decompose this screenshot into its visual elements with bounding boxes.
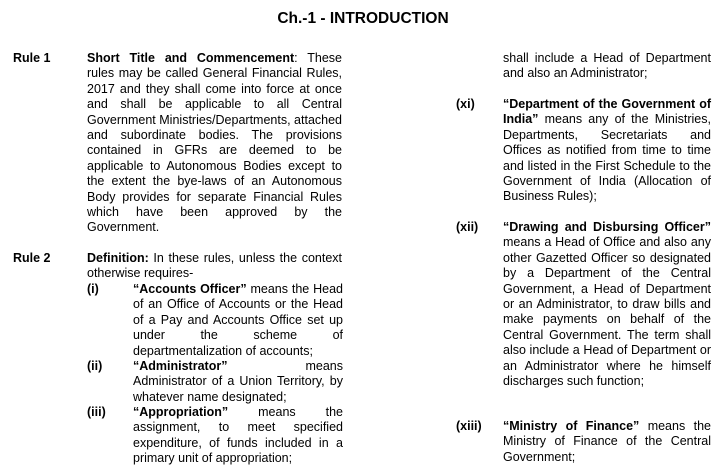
rule-1-body [87, 51, 342, 236]
right-continuation: shall include a Head of Department and also an Administrator; [503, 51, 711, 81]
def-xii [503, 220, 711, 389]
rule-1-text: : These rules may be called General Financial Rules, 2017 and they shall come into force at once and shall be applicable to all Central Government Ministries/Departments, attached and subordinate bodies. The provisions contained in GFRs are deemed to be applicable to Autonomous Bodies except to the extent the bye-laws of an Autonomous Body provides for separate Financial Rules which have been approved by the Government. [87, 51, 343, 235]
def-xiii-number: (xiii) [456, 419, 482, 433]
rule-2-heading: Definition: [87, 251, 149, 265]
def-xii-text: means a Head of Office and also any other Gazetted Officer so designated by a Department of the Central Government, a Head of Department or an Administrator, to draw bills and make payments on behalf of the Central Government. The term shall also include a Head of Department or an Administrator where he himself discharges such function; [503, 235, 711, 389]
page-title: Ch.-1 - INTRODUCTION [277, 10, 449, 27]
def-iii-text: means the assignment, to meet specified expenditure, of funds included in a primary unit of appropriation; [133, 405, 343, 466]
def-ii-text: means Administrator of a Union Territory, by whatever name designated; [133, 359, 343, 404]
def-i-text: means the Head of an Office of Accounts or the Head of a Pay and Accounts Office set up under the scheme of departmentalization of accounts; [133, 282, 343, 358]
def-iii-number: (iii) [87, 405, 106, 419]
def-xiii-text: means the Ministry of Finance of the Central Government; [503, 419, 711, 464]
def-ii-term: “Administrator” [133, 359, 228, 373]
def-xi-number: (xi) [456, 97, 475, 111]
def-i [133, 282, 343, 359]
def-iii [133, 405, 343, 467]
rule-1-number: Rule 1 [13, 51, 51, 65]
def-xii-number: (xii) [456, 220, 479, 234]
def-i-term: “Accounts Officer” [133, 282, 247, 296]
def-ii-number: (ii) [87, 359, 103, 373]
def-xiii [503, 419, 711, 465]
def-xi-text: means any of the Ministries, Departments, Secretariats and Offices as notified from time to time and listed in the First Schedule to the Government of India (Allocation of Business Rules); [503, 112, 711, 204]
def-iii-term: “Appropriation” [133, 405, 229, 419]
def-xi-term: “Department of the Government of India” [503, 97, 711, 127]
def-xii-term: “Drawing and Disbursing Officer” [503, 220, 711, 234]
rule-2-body [87, 251, 342, 282]
def-xi [503, 97, 711, 205]
rule-2-number: Rule 2 [13, 251, 51, 265]
rule-1-heading: Short Title and Commencement [87, 51, 295, 65]
def-ii [133, 359, 343, 405]
rule-2-text: In these rules, unless the context otherwise requires- [87, 251, 342, 281]
def-xiii-term: “Ministry of Finance” [503, 419, 640, 433]
def-i-number: (i) [87, 282, 99, 296]
